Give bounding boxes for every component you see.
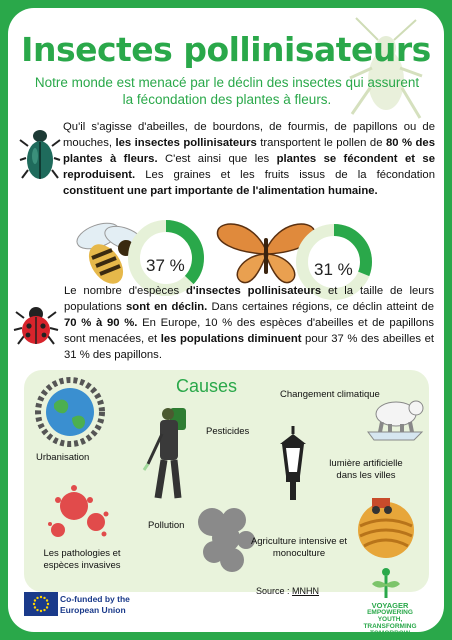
- urbanisation-globe-icon: [36, 378, 104, 446]
- voyager-logo-text: [360, 602, 420, 637]
- decline-segment: Dans certaines régions, ce déclin atteint de: [207, 301, 434, 313]
- decline-segment: En Europe, 10 % des espèces d'abeilles et de papillons sont menacées, et: [64, 317, 435, 345]
- intro-segment: Qu'il s'agisse d'abeilles, de bourdons, de fourmis, de papillons ou de mouches,: [63, 121, 435, 149]
- cause-urbanisation-label: Urbanisation: [36, 452, 90, 463]
- polar-bear-illustration: [364, 392, 426, 442]
- decline-segment: Le nombre d'espèces: [64, 285, 186, 297]
- eu-star: [46, 599, 48, 601]
- intro-segment: constituent une part importante de l'alimentation humaine.: [63, 185, 378, 197]
- source-link[interactable]: MNHN: [292, 586, 320, 596]
- intro-segment: Les graines et les fruits issus de la fécondation: [135, 169, 435, 181]
- decline-segment: sont en déclin.: [126, 301, 208, 313]
- voyager-name: VOYAGER: [371, 601, 409, 610]
- voyager-tagline: EMPOWERING YOUTH, TRANSFORMING TOMORROW: [363, 609, 417, 637]
- lantern-icon: [276, 426, 310, 500]
- intro-segment: 80 % des plantes à fleurs.: [63, 137, 435, 165]
- eu-star: [34, 606, 36, 608]
- bee-decline-percent: 37 %: [146, 256, 185, 275]
- eu-star: [40, 596, 42, 598]
- intro-segment: plantes se fécondent et se reproduisent.: [63, 153, 435, 181]
- decline-segment: pour 37 % des abeilles et 31 % des papillons.: [64, 333, 434, 361]
- intro-paragraph: [63, 119, 435, 199]
- cause-pollution-label: Pollution: [148, 520, 185, 531]
- eu-star: [40, 610, 42, 612]
- butterfly-decline-percent: 31 %: [314, 260, 353, 279]
- cause-pathologies-label: Les pathologies et espèces invasives: [43, 548, 121, 571]
- voyager-logo-icon: [366, 564, 406, 600]
- cause-agriculture-label: Agriculture intensive et monoculture: [250, 536, 348, 559]
- decline-paragraph: [64, 283, 434, 363]
- ladybug-icon: [14, 304, 58, 346]
- decline-segment: et la taille de leurs populations: [64, 285, 434, 313]
- eu-star: [36, 609, 38, 611]
- farm-field-illustration: [354, 496, 418, 558]
- eu-star: [43, 609, 45, 611]
- pesticide-sprayer-illustration: [148, 400, 208, 500]
- page-subtitle: Notre monde est menacé par le déclin des insectes qui assurent la fécondation des plantes à fleurs.: [34, 75, 420, 107]
- virus-illustration: [44, 478, 114, 544]
- causes-title: Causes: [176, 376, 238, 396]
- eu-star: [34, 599, 36, 601]
- decline-segment: 70 % à 90 %.: [64, 317, 138, 329]
- source-credit: [256, 586, 319, 596]
- intro-segment: les insectes pollinisateurs: [115, 137, 257, 149]
- cause-light-label: lumière artificielle dans les villes: [329, 458, 403, 481]
- decline-segment: les populations diminuent: [160, 333, 302, 345]
- eu-star: [47, 603, 49, 605]
- eu-star: [43, 597, 45, 599]
- poster: [8, 8, 444, 637]
- source-label: Source :: [256, 586, 293, 596]
- cause-climate-label: Changement climatique: [280, 389, 380, 400]
- cause-pesticides-label: Pesticides: [206, 426, 250, 437]
- eu-star: [33, 603, 35, 605]
- beetle-icon: [20, 124, 60, 184]
- intro-segment: C'est ainsi que les: [157, 153, 277, 165]
- intro-segment: transportent le pollen de: [256, 137, 386, 149]
- decline-segment: d'insectes pollinisateurs: [186, 285, 322, 297]
- eu-star: [46, 606, 48, 608]
- eu-flag-icon: [24, 592, 58, 616]
- page-title: Insectes pollinisateurs: [21, 30, 431, 69]
- eu-funding-text: Co-funded by the European Union: [60, 594, 130, 615]
- eu-star: [36, 597, 38, 599]
